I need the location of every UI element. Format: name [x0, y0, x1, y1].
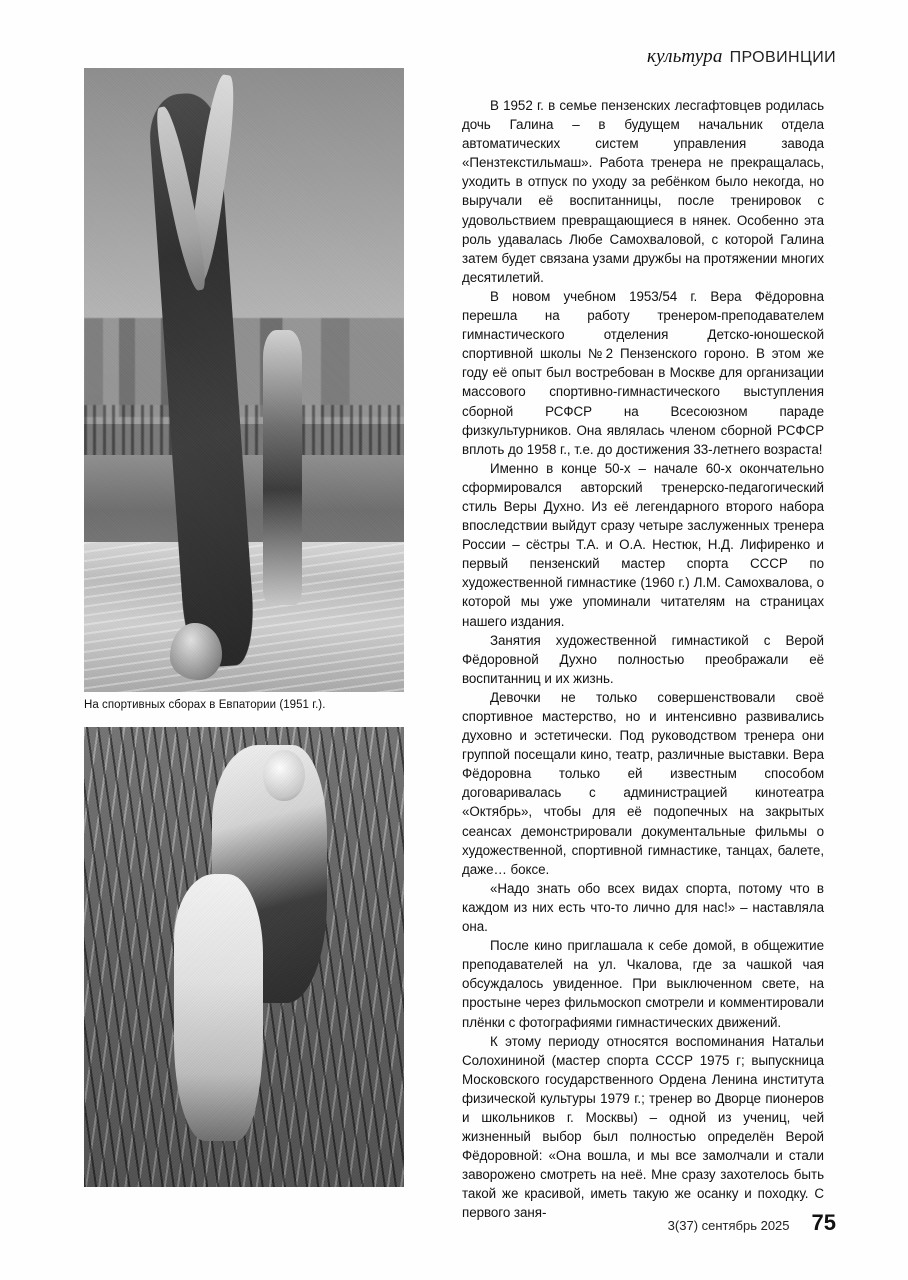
photo-gymnast-beach	[84, 68, 404, 692]
page-number: 75	[811, 1210, 836, 1235]
issue-label: 3(37) сентябрь 2025	[667, 1218, 790, 1233]
photo-gymnasts-reeds	[84, 727, 404, 1187]
photo-film-grain	[84, 727, 404, 1187]
photo-column	[84, 68, 404, 1187]
article-body	[462, 96, 824, 1223]
header-brand-italic: культура	[647, 46, 723, 67]
article-paragraph: В новом учебном 1953/54 г. Вера Фёдоровна перешла на работу тренером-преподавателем гимнастического отделения Детско-юношеской спортивной школы №2 Пензенского гороно. В этом же году её опыт был востребован в Москве для организации массового спортивно-гимнастического выступления сборной РСФСР на Всесоюзном параде физкультурников. Она являлась членом сборной РСФСР вплоть до 1958 г., т.е. до достижения 33-летнего возраста!	[462, 288, 824, 457]
article-paragraph: К этому периоду относятся воспоминания Натальи Солохининой (мастер спорта СССР 1975 г; выпускница Московского государственного Ордена Ленина института физической культуры 1979 г.; тренер во Дворце пионеров и школьников г. Москвы) – одной из учениц, чей жизненный выбор был полностью определён Верой Фёдоровной: «Она вошла, и мы все замолчали и стали заворожено смотреть на неё. Мне сразу захотелось быть такой же красивой, иметь такую же осанку и походку. С первого заня-	[462, 1033, 824, 1221]
article-paragraph: После кино приглашала к себе домой, в общежитие преподавателей на ул. Чкалова, где за чашкой чая обсуждалось увиденное. При выключенном свете, на простыне через фильмоскоп смотрели и комментировали плёнки с фотографиями гимнастических движений.	[462, 938, 824, 1030]
article-paragraph: «Надо знать обо всех видах спорта, потому что в каждом из них есть что-то лично для нас!» – наставляла она.	[462, 880, 824, 935]
article-paragraph: В 1952 г. в семье пензенских лесгафтовцев родилась дочь Галина – в будущем начальник отдела автоматических систем управления завода «Пензтекстильмаш». Работа тренера не прекращалась, уходить в отпуск по уходу за ребёнком было некогда, но выручали её воспитанницы, после тренировок с удовольствием превращающиеся в нянек. Особенно эта роль удавалась Любе Самохваловой, с которой Галина затем будет связана узами дружбы на протяжении многих десятилетий.	[462, 98, 824, 285]
header-brand-regular: ПРОВИНЦИИ	[729, 49, 836, 66]
photo-caption: На спортивных сборах в Евпатории (1951 г.).	[84, 699, 326, 711]
page-header	[647, 46, 836, 68]
article-paragraph: Занятия художественной гимнастикой с Верой Фёдоровной Духно полностью преображали её воспитанниц и их жизнь.	[462, 632, 824, 686]
article-paragraph: Именно в конце 50-х – начале 60-х окончательно сформировался авторский тренерско-педагогический стиль Веры Духно. Из её легендарного второго набора впоследствии выйдут сразу четыре заслуженных тренера России – сёстры Т.А. и О.А. Нестюк, Н.Д. Лифиренко и первый пензенский мастер спорта СССР по художественной гимнастике (1960 г.) Л.М. Самохвалова, о которой мы уже упоминали читателям на страницах нашего издания.	[462, 460, 824, 629]
article-paragraph: Девочки не только совершенствовали своё спортивное мастерство, но и интенсивно развивались духовно и эстетически. Под руководством тренера они группой посещали кино, театр, различные выставки. Вера Фёдоровна только ей известным способом договаривалась с администрацией кинотеатра «Октябрь», чтобы для её подопечных на закрытых сеансах демонстрировали документальные фильмы о художественной, спортивной гимнастике, танцах, балете, даже… боксе.	[462, 689, 824, 877]
page-footer	[668, 1210, 836, 1236]
photo-film-grain	[84, 68, 404, 692]
